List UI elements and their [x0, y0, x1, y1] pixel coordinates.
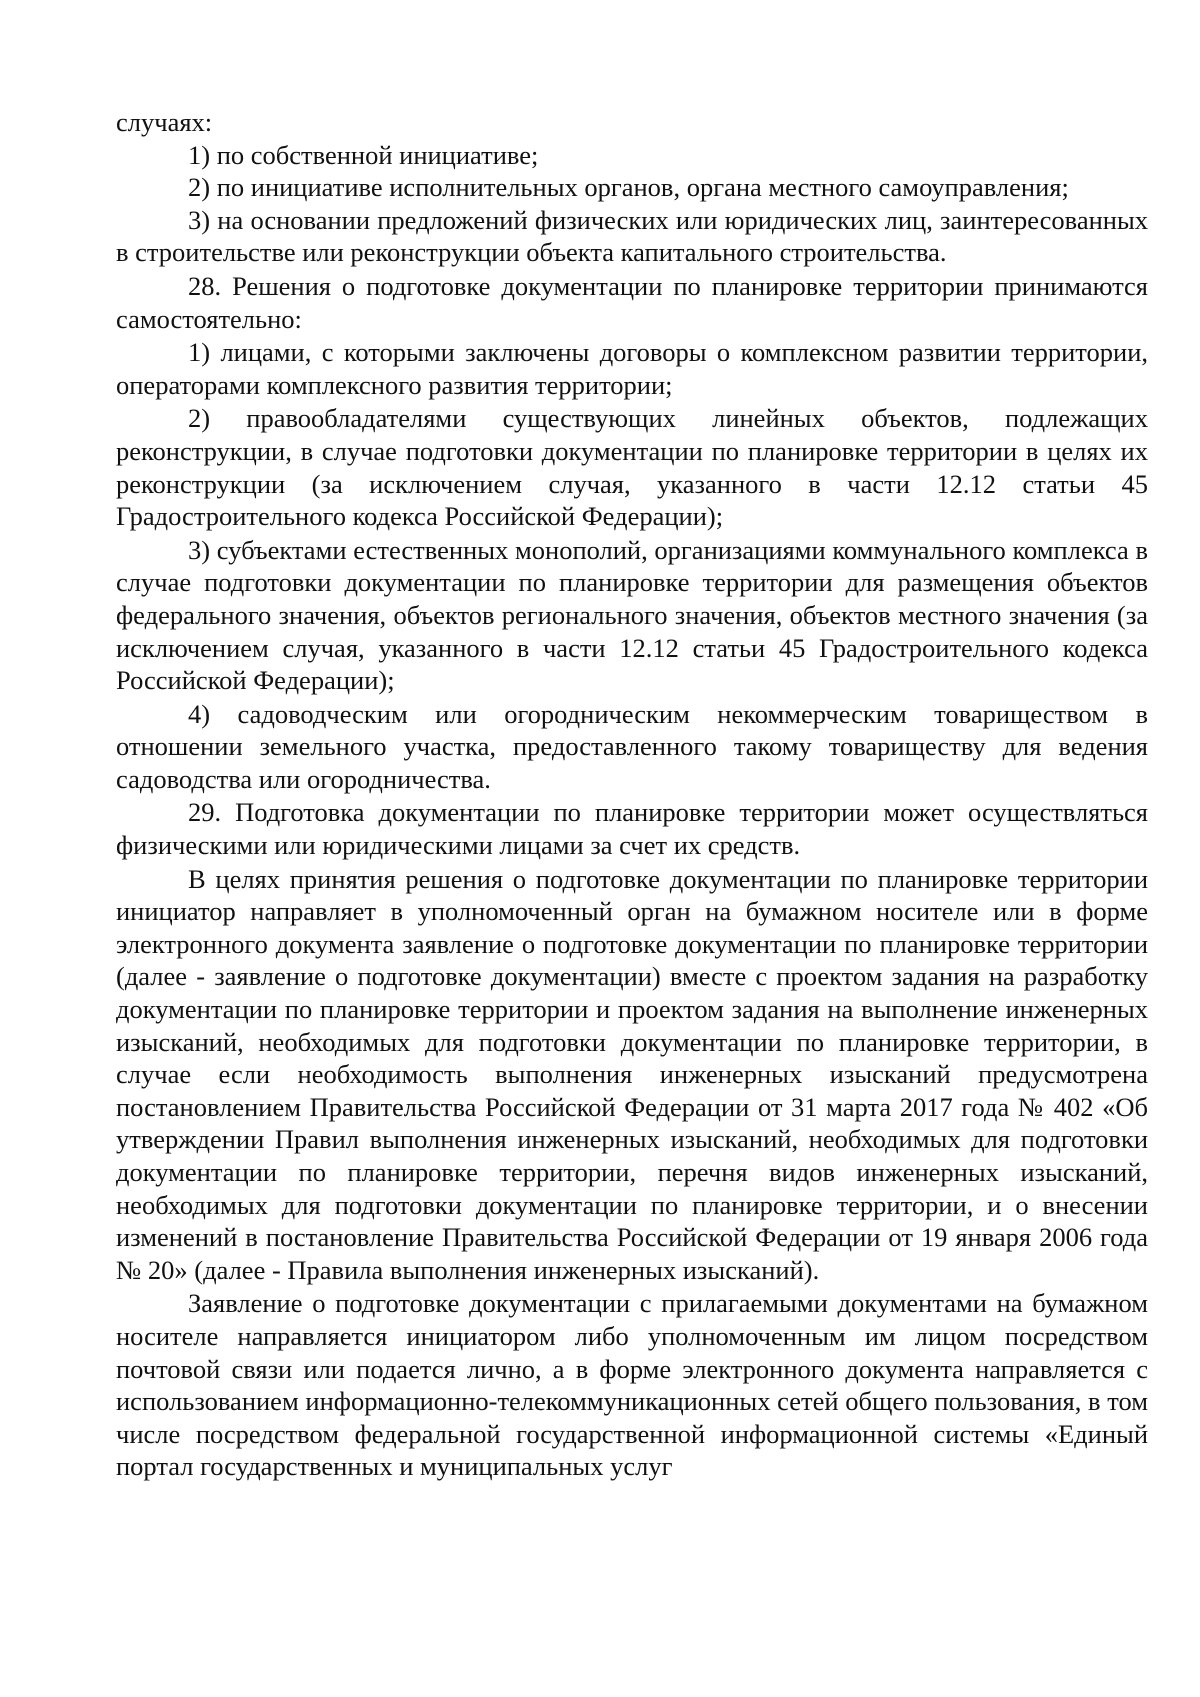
paragraph-clause-28-item-2: 2) правообладателями существующих линейных объектов, подлежащих реконструкции, в случае подготовки документации по планировке территории в целях их реконструкции (за исключением случая, указанного в части 12.12 статьи 45 Градостроительного кодекса Российской Федерации); — [116, 403, 1148, 532]
paragraph-item-2-executive-initiative: 2) по инициативе исполнительных органов, органа местного самоуправления; — [188, 172, 1069, 203]
paragraph-clause-29: 29. Подготовка документации по планировке территории может осуществляться физическими или юридическими лицами за счет их средств. — [116, 797, 1148, 861]
paragraph-clause-28-item-4: 4) садоводческим или огородническим некоммерческим товариществом в отношении земельного участка, предоставленного такому товариществу для ведения садоводства или огородничества. — [116, 698, 1148, 794]
paragraph-clause-28-item-3: 3) субъектами естественных монополий, организациями коммунального комплекса в случае подготовки документации по планировке территории для размещения объектов федерального значения, объектов регионального значения, объектов местного значения (за исключением случая, указанного в части 12.12 статьи 45 Градостроительного кодекса Российской Федерации); — [116, 534, 1148, 696]
document-page — [116, 106, 1148, 1483]
paragraph-clause-28: 28. Решения о подготовке документации по планировке территории принимаются самостоятельно: — [116, 270, 1148, 334]
paragraph-cases-intro: случаях: — [116, 107, 213, 137]
paragraph-application-purpose: В целях принятия решения о подготовке документации по планировке территории инициатор направляет в уполномоченный орган на бумажном носителе или в форме электронного документа заявление о подготовке документации по планировке территории (далее - заявление о подготовке документации) вместе с проектом задания на разработку документации по планировке территории и проектом задания на выполнение инженерных изысканий, необходимых для подготовки документации по планировке территории, в случае если необходимость выполнения инженерных изысканий предусмотрена постановлением Правительства Российской Федерации от 31 марта 2017 года № 402 «Об утверждении Правил выполнения инженерных изысканий, необходимых для подготовки документации по планировке территории, перечня видов инженерных изысканий, необходимых для подготовки документации по планировке территории, и о внесении изменений в постановление Правительства Российской Федерации от 19 января 2006 года № 20» (далее - Правила выполнения инженерных изысканий). — [116, 863, 1148, 1285]
paragraph-application-submission: Заявление о подготовке документации с прилагаемыми документами на бумажном носителе направляется инициатором либо уполномоченным им лицом посредством почтовой связи или подается лично, а в форме электронного документа направляется с использованием информационно-телекоммуникационных сетей общего пользования, в том числе посредством федеральной государственной информационной системы «Единый портал государственных и муниципальных услуг — [116, 1288, 1148, 1482]
paragraph-clause-28-item-1: 1) лицами, с которыми заключены договоры о комплексном развитии территории, операторами комплексного развития территории; — [116, 337, 1148, 400]
paragraph-item-1-own-initiative: 1) по собственной инициативе; — [188, 139, 539, 170]
paragraph-item-3-proposals: 3) на основании предложений физических или юридических лиц, заинтересованных в строительстве или реконструкции объекта капитального строительства. — [116, 204, 1148, 268]
